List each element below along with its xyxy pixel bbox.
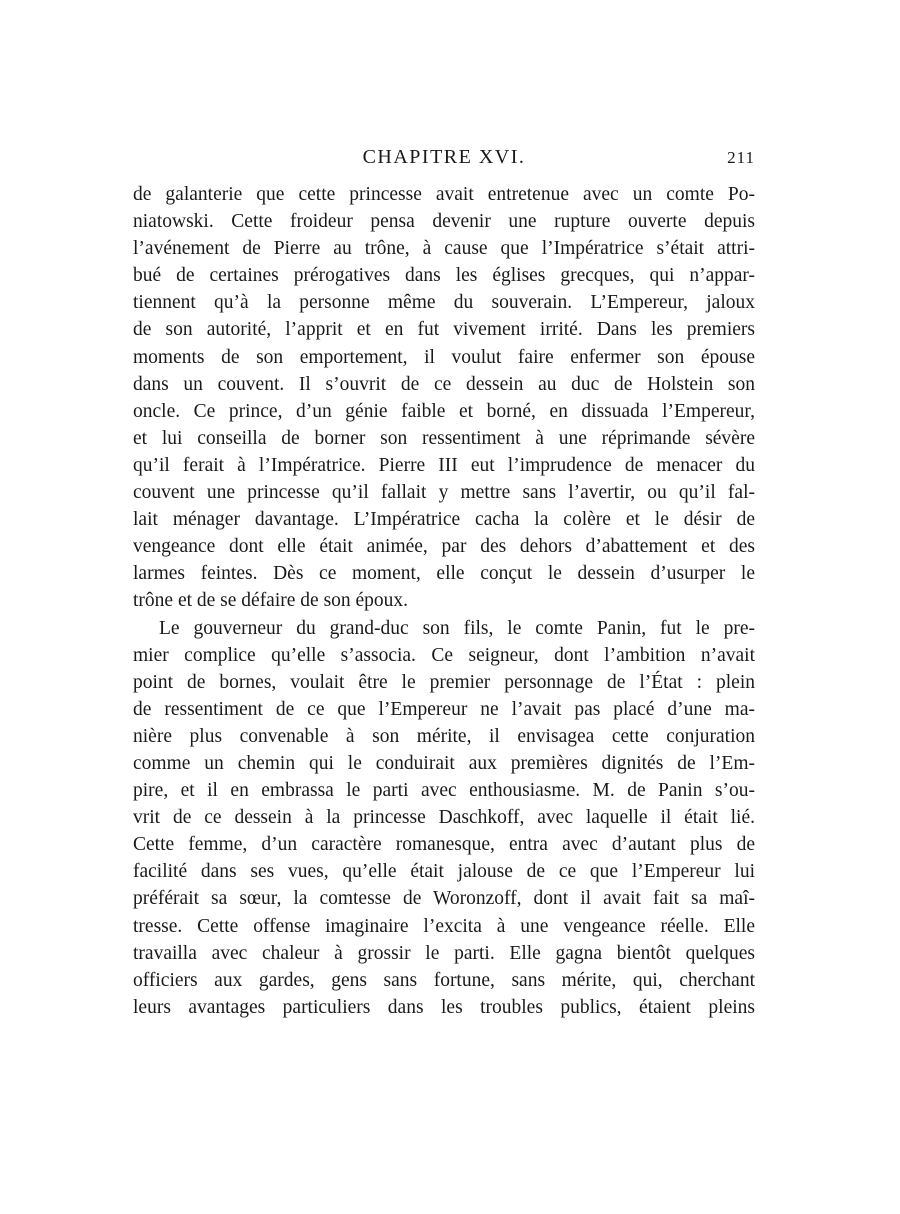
text-line: niatowski. Cette froideur pensa devenir une rupture ouverte depuis	[133, 211, 755, 233]
text-line: de ressentiment de ce que l’Empereur ne l’avait pas placé d’une ma-	[133, 698, 755, 720]
body-text	[133, 181, 755, 1021]
text-line: nière plus convenable à son mérite, il envisagea cette conjuration	[133, 725, 755, 747]
text-line: l’avénement de Pierre au trône, à cause que l’Impératrice s’était attri-	[133, 238, 755, 260]
text-line: oncle. Ce prince, d’un génie faible et borné, en dissuada l’Empereur,	[133, 400, 755, 422]
text-line: de son autorité, l’apprit et en fut vivement irrité. Dans les premiers	[133, 319, 755, 341]
text-line: moments de son emportement, il voulut faire enfermer son épouse	[133, 346, 755, 368]
chapter-title: CHAPITRE XVI.	[362, 146, 526, 168]
text-line: leurs avantages particuliers dans les troubles publics, étaient pleins	[133, 996, 755, 1018]
text-line: Le gouverneur du grand-duc son fils, le comte Panin, fut le pre-	[159, 617, 755, 639]
text-line: de galanterie que cette princesse avait entretenue avec un comte Po-	[133, 184, 755, 205]
text-line: lait ménager davantage. L’Impératrice cacha la colère et le désir de	[133, 509, 755, 531]
text-line: point de bornes, voulait être le premier personnage de l’État : plein	[133, 671, 755, 693]
text-line: facilité dans ses vues, qu’elle était jalouse de ce que l’Empereur lui	[133, 861, 755, 883]
text-line: dans un couvent. Il s’ouvrit de ce dessein au duc de Holstein son	[133, 373, 755, 395]
text-line: pire, et il en embrassa le parti avec enthousiasme. M. de Panin s’ou-	[133, 780, 755, 802]
text-line: tiennent qu’à la personne même du souverain. L’Empereur, jaloux	[133, 292, 755, 314]
running-header	[133, 146, 755, 172]
text-line: Cette femme, d’un caractère romanesque, entra avec d’autant plus de	[133, 834, 755, 856]
text-line: trône et de se défaire de son époux.	[133, 590, 409, 612]
page-number: 211	[727, 148, 755, 167]
text-line: couvent une princesse qu’il fallait y mettre sans l’avertir, ou qu’il fal-	[133, 482, 755, 504]
text-line: officiers aux gardes, gens sans fortune, sans mérite, qui, cherchant	[133, 969, 755, 991]
text-line: larmes feintes. Dès ce moment, elle conçut le dessein d’usurper le	[133, 563, 755, 585]
text-line: et lui conseilla de borner son ressentiment à une réprimande sévère	[133, 427, 755, 449]
text-line: mier complice qu’elle s’associa. Ce seigneur, dont l’ambition n’avait	[133, 644, 755, 666]
text-line: préférait sa sœur, la comtesse de Woronzoff, dont il avait fait sa maî-	[133, 888, 755, 910]
text-line: qu’il ferait à l’Impératrice. Pierre III eut l’imprudence de menacer du	[133, 454, 755, 476]
text-line: vengeance dont elle était animée, par des dehors d’abattement et des	[133, 536, 755, 558]
text-line: vrit de ce dessein à la princesse Daschkoff, avec laquelle il était lié.	[133, 807, 755, 829]
text-line: bué de certaines prérogatives dans les églises grecques, qui n’appar-	[133, 265, 755, 287]
text-line: travailla avec chaleur à grossir le parti. Elle gagna bientôt quelques	[133, 942, 755, 964]
text-line: comme un chemin qui le conduirait aux premières dignités de l’Em-	[133, 752, 755, 774]
text-line: tresse. Cette offense imaginaire l’excita à une vengeance réelle. Elle	[133, 915, 755, 937]
